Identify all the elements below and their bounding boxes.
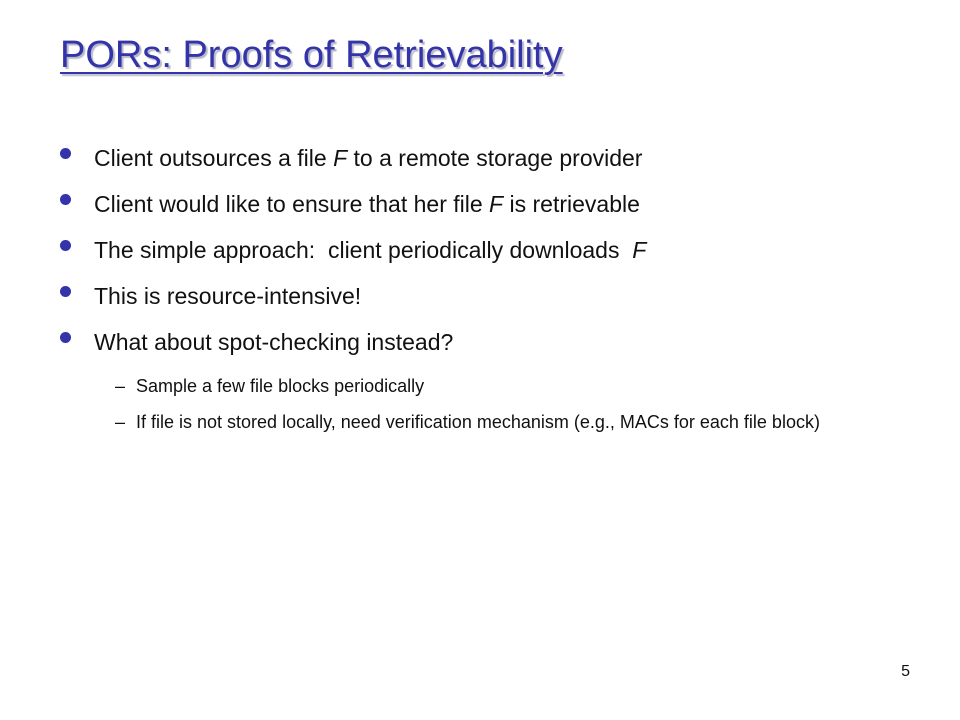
bullet-item (60, 181, 920, 227)
bullet-item (60, 227, 920, 273)
sub-bullet-list (60, 373, 920, 463)
bullet-text: Client would like to ensure that her file F is retrievable (94, 191, 640, 217)
bullet-dot-icon (60, 286, 71, 297)
bullet-dot-icon (60, 332, 71, 343)
bullet-list (60, 135, 920, 472)
sub-bullet-text: Sample a few file blocks periodically (136, 376, 425, 396)
bullet-dot-icon (60, 240, 71, 251)
sub-bullet-item (60, 409, 920, 463)
sub-bullet-item (60, 373, 920, 400)
slide-title-link[interactable]: PORs: Proofs of Retrievability (60, 34, 563, 76)
dash-marker: – (115, 412, 126, 432)
sub-bullet-text: If file is not stored locally, need verification mechanism (e.g., MACs for each file block) (136, 412, 820, 432)
bullet-text: The simple approach: client periodically downloads F (94, 237, 647, 263)
bullet-item (60, 319, 920, 365)
bullet-dot-icon (60, 194, 71, 205)
bullet-dot-icon (60, 148, 71, 159)
dash-marker: – (115, 376, 126, 396)
bullet-text: This is resource-intensive! (94, 283, 362, 309)
bullet-item (60, 273, 920, 319)
bullet-text: What about spot-checking instead? (94, 329, 454, 355)
bullet-text: Client outsources a file F to a remote storage provider (94, 145, 643, 171)
page-number: 5 (901, 663, 910, 680)
bullet-item (60, 135, 920, 181)
